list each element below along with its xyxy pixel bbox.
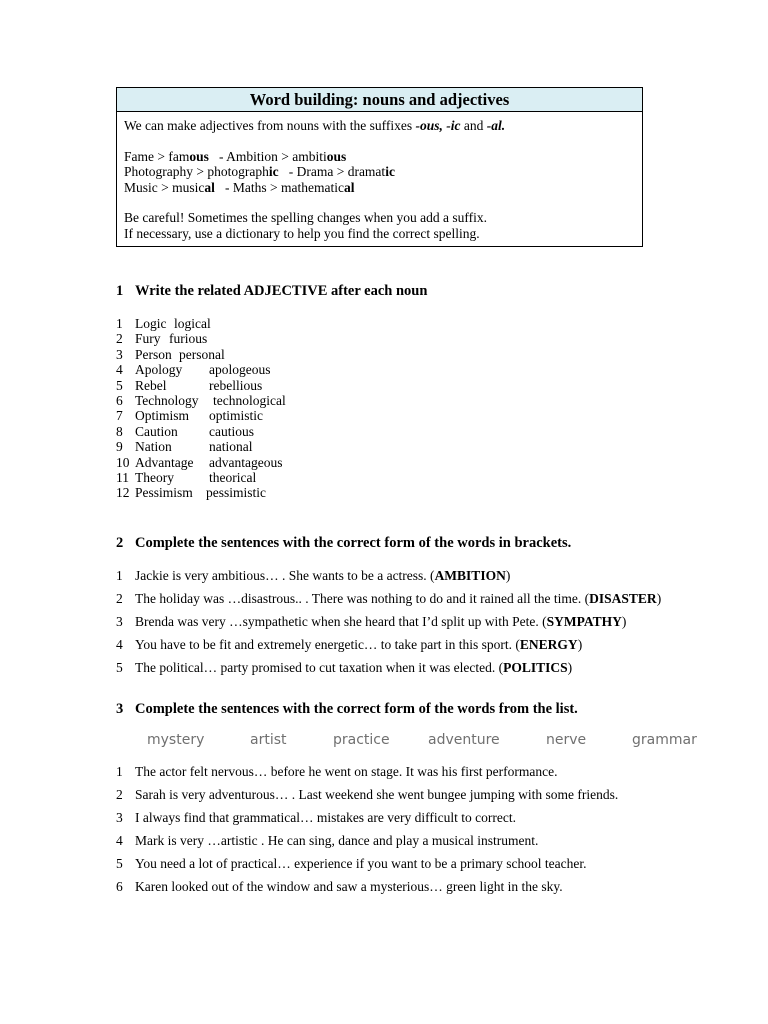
section-1-heading: 1 Write the related ADJECTIVE after each noun [116, 283, 428, 299]
word-list-item: nerve [546, 732, 587, 748]
word-list-item: adventure [428, 732, 500, 748]
sentence-item: 3 I always find that grammatical… mistakes are very difficult to correct. [116, 810, 516, 825]
sentence-item: 1 Jackie is very ambitious… . She wants to be a actress. (AMBITION) [116, 568, 511, 583]
section-2-heading: 2 Complete the sentences with the correct form of the words in brackets. [116, 535, 572, 551]
sentence-item: 4 You have to be fit and extremely energetic… to take part in this sport. (ENERGY) [116, 637, 583, 652]
intro-line: We can make adjectives from nouns with the suffixes -ous, -ic and -al. [124, 118, 506, 133]
example-line-2: Photography > photographic - Drama > dramatic [124, 164, 395, 179]
word-list-item: mystery [147, 732, 205, 748]
sentence-item: 1 The actor felt nervous… before he went on stage. It was his first performance. [116, 764, 558, 779]
section-3-heading: 3 Complete the sentences with the correct form of the words from the list. [116, 701, 578, 717]
careful-line-1: Be careful! Sometimes the spelling changes when you add a suffix. [124, 210, 488, 225]
sentence-item: 2 The holiday was …disastrous.. . There was nothing to do and it rained all the time. (DISASTER) [116, 591, 662, 606]
word-list-item: practice [333, 732, 390, 748]
sentence-item: 6 Karen looked out of the window and saw a mysterious… green light in the sky. [116, 879, 563, 894]
worksheet-page: Word building: nouns and adjectives We can make adjectives from nouns with the suffixes -ous, -ic and -al. Fame > famous - Ambition > ambitious Photography > photographic - Drama > dramatic Music > musical - Maths > mathematical Be careful! Sometimes the spelling changes when you add a suffix. If necessary, use a dictionary to help you find the correct spelling. 1 Write the related ADJECTIVE after each noun 1 Logic logical 2 Fury furious 3 Person personal 4 Apology apologeous 5 Rebel rebellious 6 Technology technological 7 Optimism optimistic 8 Caution cautious 9 Nation national 10 Advantage advantageous 11 Theory theorical 12 Pessimism pessimistic 2 Complete the sentences with the correct form of the words in brackets. 1 Jackie is very ambitious… . She wants to be a actress. (AMBITION) 2 The holiday was …disastrous.. . There was nothing to do and it rained all the time. (DISASTER) 3 Brenda was very …sympathetic when she heard that I’d split up with Pete. (SYMPATHY) 4 You have to be fit and extremely energetic… to take part in this sport. (ENERGY) 5 The political… party promised to cut taxation when it was elected. (POLITICS) 3 Complete the sentences with the correct form of the words from the list. mystery artist practice adventure nerve grammar 1 The actor felt nervous… before he went on stage. It was his first performance. 2 Sarah is very adventurous… . Last weekend she went bungee jumping with some friends. 3 I always find that grammatical… mistakes are very difficult to correct. 4 Mark is very …artistic . He can sing, dance and play a musical instrument. 5 You need a lot of practical… experience if you want to be a primary school teacher. 6 Karen looked out of the window and saw a mysterious… green light in the sky. [0, 0, 768, 1024]
sentence-item: 3 Brenda was very …sympathetic when she heard that I’d split up with Pete. (SYMPATHY) [116, 614, 627, 629]
sentence-item: 4 Mark is very …artistic . He can sing, dance and play a musical instrument. [116, 833, 539, 848]
sentence-item: 5 You need a lot of practical… experience if you want to be a primary school teacher. [116, 856, 587, 871]
word-list-item: artist [250, 732, 287, 748]
sentence-item: 5 The political… party promised to cut taxation when it was elected. (POLITICS) [116, 660, 573, 675]
example-line-3: Music > musical - Maths > mathematical [124, 179, 355, 195]
example-line-1: Fame > famous - Ambition > ambitious [124, 148, 347, 164]
info-box [116, 87, 643, 247]
info-body [117, 112, 642, 241]
careful-line-2: If necessary, use a dictionary to help you find the correct spelling. [124, 225, 480, 241]
word-list-item: grammar [632, 732, 697, 748]
info-title: Word building: nouns and adjectives [117, 88, 642, 112]
sentence-item: 2 Sarah is very adventurous… . Last weekend she went bungee jumping with some friends. [116, 787, 619, 802]
